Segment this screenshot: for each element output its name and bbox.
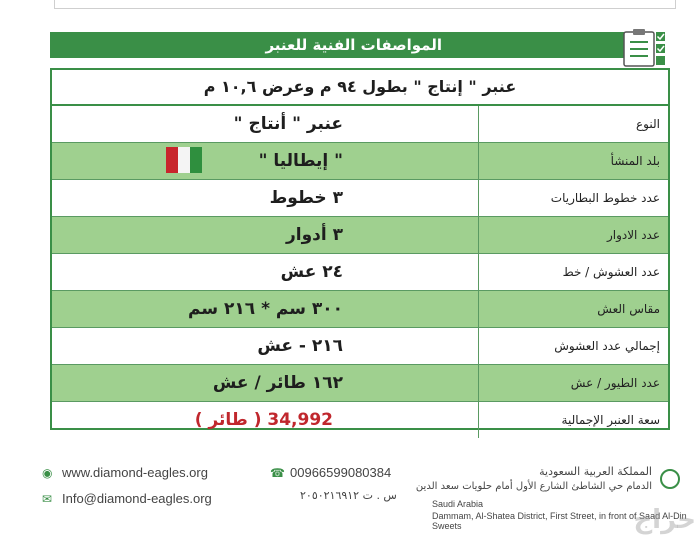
- phone-text: 00966599080384: [290, 465, 392, 480]
- clipboard-checklist-icon: [622, 28, 668, 68]
- spec-label: مقاس العش: [478, 291, 668, 327]
- spec-value: عنبر " أنتاج ": [233, 114, 343, 134]
- address-ar: الدمام حي الشاطئ الشارع الأول أمام حلويات سعد الدين: [415, 481, 652, 492]
- website-text: www.diamond-eagles.org: [62, 465, 208, 480]
- spec-value: ٢٤ عش: [280, 262, 343, 282]
- spec-label: عدد الادوار: [478, 217, 668, 253]
- website-link[interactable]: [42, 465, 208, 480]
- spec-value: " إيطاليا ": [258, 151, 343, 171]
- top-frame-line: [54, 0, 676, 9]
- page-title: المواصفات الفنية للعنبر: [50, 32, 652, 58]
- spec-label: النوع: [478, 106, 668, 142]
- envelope-icon: ✉: [42, 492, 53, 506]
- spec-row-total-nests: [52, 328, 668, 365]
- table-subtitle: عنبر " إنتاج " بطول ٩٤ م وعرض ١٠,٦ م: [52, 70, 668, 106]
- country-ar: المملكة العربية السعودية: [539, 465, 652, 478]
- watermark: حراج: [633, 505, 696, 535]
- location-pin-icon: [660, 469, 680, 489]
- globe-icon: ◉: [42, 466, 53, 480]
- spec-value-origin: [52, 143, 478, 179]
- footer: [0, 455, 700, 541]
- spec-row-total-capacity: [52, 402, 668, 438]
- spec-value: ١٦٢ طائر / عش: [212, 373, 343, 393]
- spec-value: ٢١٦ - عش: [257, 336, 343, 356]
- email-link[interactable]: [42, 491, 212, 506]
- spec-value: 34,992 ( طائر ): [194, 410, 333, 430]
- spec-row-nests-per-line: [52, 254, 668, 291]
- spec-label: سعة العنبر الإجمالية: [478, 402, 668, 438]
- italy-flag-icon: [166, 147, 202, 173]
- spec-row-birds-per-nest: [52, 365, 668, 402]
- spec-value: ٣ خطوط: [269, 188, 343, 208]
- phone-link[interactable]: [270, 465, 391, 480]
- commercial-registration: س . ت ٢٠٥٠٢١٦٩١٢: [300, 489, 397, 502]
- spec-value: ٣٠٠ سم * ٢١٦ سم: [188, 299, 343, 319]
- spec-value: ٣ أدوار: [285, 225, 343, 245]
- spec-row-battery-lines: [52, 180, 668, 217]
- spec-table: [50, 68, 670, 430]
- spec-label: عدد الطيور / عش: [478, 365, 668, 401]
- spec-row-nest-size: [52, 291, 668, 328]
- spec-label: عدد العشوش / خط: [478, 254, 668, 290]
- spec-row-type: [52, 106, 668, 143]
- email-text: Info@diamond-eagles.org: [62, 491, 212, 506]
- address-en: Dammam, Al-Shatea District, First Street, in front of Saad Al-Din Sweets: [432, 511, 687, 531]
- spec-row-origin: [52, 143, 668, 180]
- spec-label: بلد المنشأ: [478, 143, 668, 179]
- country-en: Saudi Arabia: [432, 499, 484, 509]
- spec-label: إجمالي عدد العشوش: [478, 328, 668, 364]
- spec-label: عدد خطوط البطاريات: [478, 180, 668, 216]
- spec-row-floors: [52, 217, 668, 254]
- phone-icon: ☎: [270, 466, 285, 480]
